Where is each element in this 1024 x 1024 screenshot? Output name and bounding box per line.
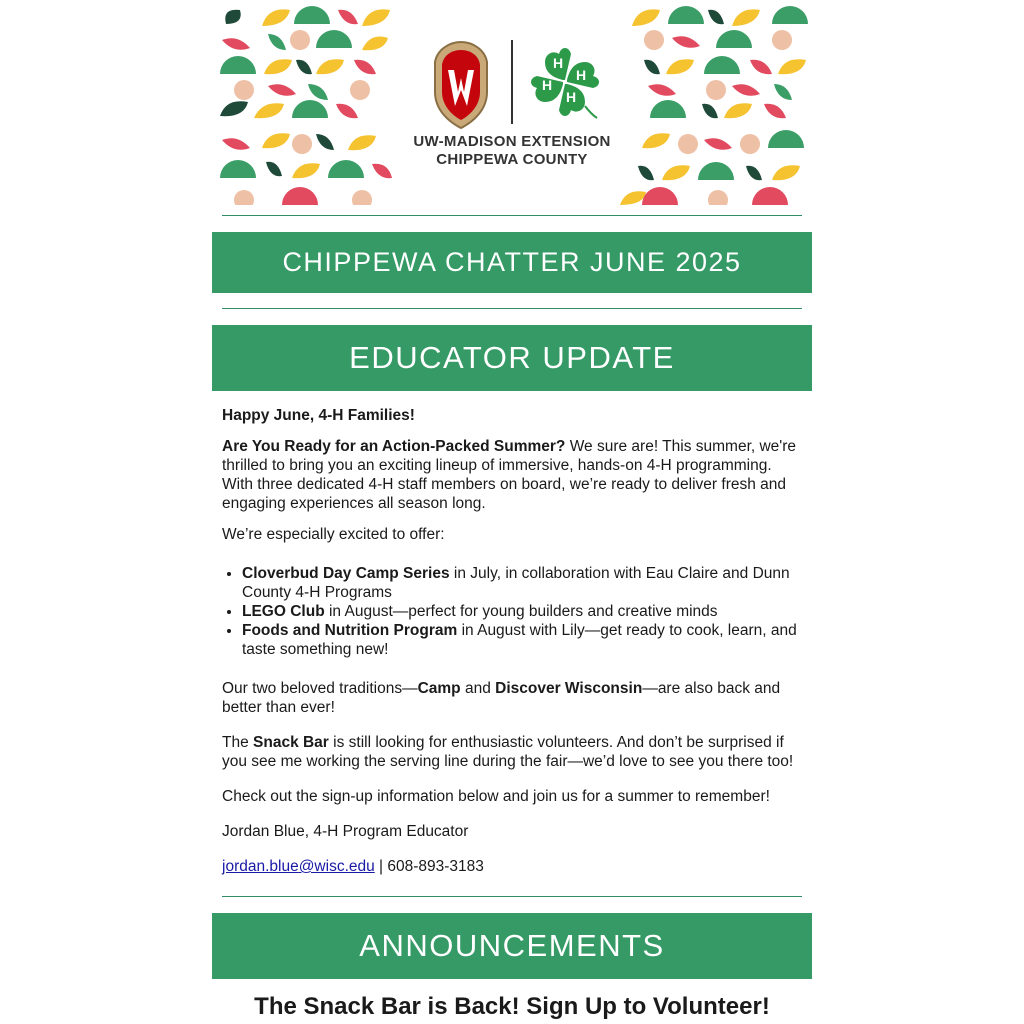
list-item: • LEGO Club in August—perfect for young builders and creative minds xyxy=(242,602,802,621)
intro-paragraph: Are You Ready for an Action-Packed Summer? We sure are! This summer, we're thrilled to bring you an exciting lineup of immersive, hands-on 4-H programming. With three dedicated 4-H staff members on board, we’re ready to deliver fresh and engaging experiences all season long. xyxy=(222,438,797,512)
newsletter-title-bar xyxy=(212,232,812,293)
divider-1 xyxy=(222,215,802,216)
divider-2 xyxy=(222,308,802,309)
educator-update-body xyxy=(212,406,812,876)
offer-lead: We’re especially excited to offer: xyxy=(222,526,445,543)
brand-lockup xyxy=(407,36,617,176)
uw-crest-icon xyxy=(431,40,491,130)
newsletter-page xyxy=(212,0,812,1021)
svg-text:H: H xyxy=(575,67,587,83)
svg-text:H: H xyxy=(541,77,553,93)
phone-number: | 608-893-3183 xyxy=(374,858,484,875)
offer-list xyxy=(222,564,802,659)
contact-line xyxy=(222,857,802,876)
org-name-line2: CHIPPEWA COUNTY xyxy=(436,151,588,168)
header-banner xyxy=(212,0,812,205)
left-pattern xyxy=(212,0,412,205)
list-item: • Foods and Nutrition Program in August with Lily—get ready to cook, learn, and taste something new! xyxy=(242,621,802,659)
svg-text:H: H xyxy=(565,89,577,105)
announcements-bar xyxy=(212,913,812,979)
list-item: • Cloverbud Day Camp Series in July, in collaboration with Eau Claire and Dunn County 4-H Programs xyxy=(242,564,802,602)
email-link[interactable]: jordan.blue@wisc.edu xyxy=(222,858,375,875)
signup-paragraph: Check out the sign-up information below and join us for a summer to remember! xyxy=(222,788,770,805)
divider-3 xyxy=(222,896,802,897)
snack-bar-title: The Snack Bar is Back! Sign Up to Volunteer! xyxy=(254,993,770,1020)
signature: Jordan Blue, 4-H Program Educator xyxy=(222,823,469,840)
educator-update-heading: EDUCATOR UPDATE xyxy=(349,340,675,375)
right-pattern xyxy=(612,0,812,205)
greeting: Happy June, 4-H Families! xyxy=(222,407,415,424)
announcements-heading: ANNOUNCEMENTS xyxy=(359,928,665,963)
svg-text:H: H xyxy=(552,55,564,71)
newsletter-title: CHIPPEWA CHATTER JUNE 2025 xyxy=(282,247,742,277)
traditions-paragraph: Our two beloved traditions—Camp and Discover Wisconsin—are also back and better than ever! xyxy=(222,680,781,716)
4h-clover-icon xyxy=(525,40,605,128)
org-name-line1: UW-MADISON EXTENSION xyxy=(413,133,611,150)
logo-divider xyxy=(511,40,513,124)
educator-update-bar xyxy=(212,325,812,391)
snack-bar-paragraph: The Snack Bar is still looking for enthusiastic volunteers. And don’t be surprised if you see me working the serving line during the fair—we’d love to see you there too! xyxy=(222,734,794,770)
